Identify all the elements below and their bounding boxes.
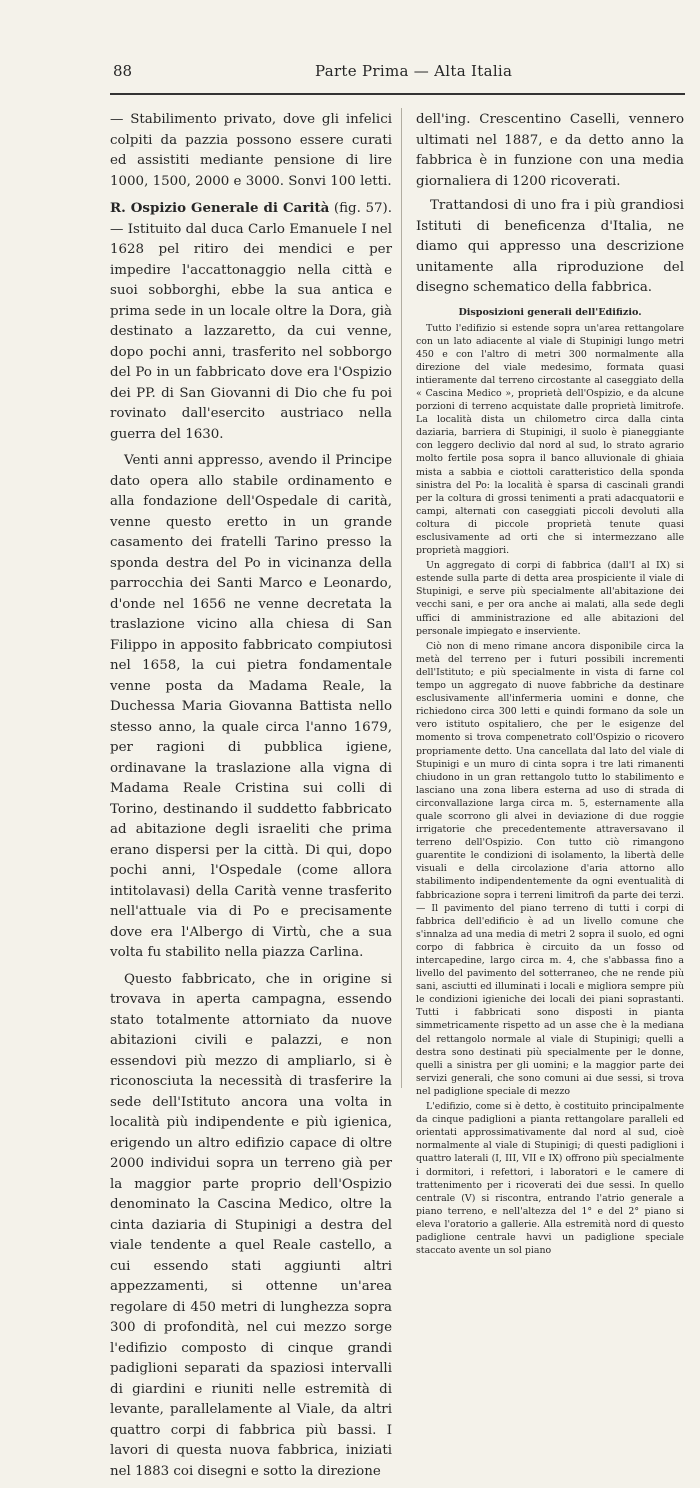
paragraph: — Stabilimento privato, dove gli infelici colpiti da pazzia possono essere curati ed assistiti mediante pensione di lire 1000, 1500, 2000 e 3000. Sonvi 100 letti. xyxy=(110,112,392,189)
paragraph: Venti anni appresso, avendo il Principe dato opera allo stabile ordinamento e alla fondazione dell'Ospedale di carità, venne questo eretto in un grande casamento dei fratelli Tarino presso la sponda destra del Po in vicinanza della parrocchia dei Santi Marco e Leonardo, d'onde nel 1656 ne venne decretata la traslazione vicino alla chiesa di San Filippo in apposito fabbricato compiutosi nel 1658, la cui pietra fondamentale venne posta da Madama Reale, la Duchessa Maria Giovanna Battista nello stesso anno, la quale circa l'anno 1679, per ragioni di pubblica igiene, ordinavane la traslazione alla vigna di Madama Reale Cristina sui colli di Torino, destinando il suddetto fabbricato ad abitazione degli israeliti che prima erano dispersi per la città. Di qui, dopo pochi anni, l'Ospedale (come allora intitolavasi) della Carità venne trasferito nell'attuale via di Po e precisamente dove era l'Albergo di Virtù, che a sua volta fu stabilito nella piazza Carlina. xyxy=(110,453,392,960)
small-paragraph: L'edifizio, come si è detto, è costituito principalmente da cinque padiglioni a pianta rettangolare paralleli ed orientati approssimativamente dal nord al sud, cioè normalmente al viale di Stupinigi; di questi padiglioni i quattro laterali (I, III, VII e IX) offrono più specialmente i dormitori, i refettori, i laboratori e le camere di trattenimento per i ricoverati dei due sessi. In quello centrale (V) si riscontra, entrando l'atrio generale a piano terreno, e nell'altezza del 1° e del 2° piano si eleva l'oratorio a gallerie. Alla estremità nord di questo padiglione centrale havvi un padiglione speciale staccato avente un sol piano xyxy=(416,1101,684,1257)
page-number: 88 xyxy=(113,62,133,80)
small-paragraph: Un aggregato di corpi di fabbrica (dall'I al IX) si estende sulla parte di detta area prospiciente il viale di Stupinigi, e serve più specialmente all'abitazione dei vecchi sani, e per ora anche ai malati, alla sede degli uffici di amministrazione ed alle abitazioni del personale impiegato e inserviente. xyxy=(416,560,684,637)
paragraph: Questo fabbricato, che in origine si trovava in aperta campagna, essendo stato totalmente attorniato da nuove abitazioni civili e palazzi, e non essendovi più mezzo di ampliarlo, si è riconosciuta la necessità di trasferire la sede dell'Istituto ancora una volta in località più indipendente e più igienica, erigendo un altro edifizio capace di oltre 2000 individui sopra un terreno già per la maggior parte proprio dell'Ospizio denominato la Cascina Medico, oltre la cinta daziaria di Stupinigi a destra del viale tendente a quel Reale castello, a cui essendo stati aggiunti altri appezzamenti, si ottenne un'area regolare di 450 metri di lunghezza sopra 300 di profondità, nel cui mezzo sorge l'edifizio composto di cinque grandi padiglioni separati da spaziosi intervalli di giardini e riuniti nelle estremità di levante, parallelamente al Viale, da altri quattro corpi di fabbrica più bassi. I lavori di questa nuova fabbrica, iniziati nel 1883 coi disegni e sotto la direzione xyxy=(110,971,392,1479)
paragraph-ospizio xyxy=(110,198,392,445)
paragraph: dell'ing. Crescentino Caselli, vennero ultimati nel 1887, e da detto anno la fabbrica è in funzione con una media giornaliera di 1200 ricoverati. xyxy=(416,112,684,189)
entry-heading: R. Ospizio Generale di Carità xyxy=(110,200,330,216)
left-column xyxy=(110,110,392,1488)
header-rule xyxy=(110,93,685,95)
right-column xyxy=(416,110,684,1259)
section-subheading: Disposizioni generali dell'Edifizio. xyxy=(458,306,642,318)
running-title: Parte Prima — Alta Italia xyxy=(315,62,513,80)
small-paragraph: Tutto l'edifizio si estende sopra un'area rettangolare con un lato adiacente al viale di Stupinigi lungo metri 450 e con l'altro di metri 300 normalmente alla direzione del viale medesimo, formata quasi intieramente dal terreno circostante al caseggiato della « Cascina Medico », proprietà dell'Ospizio, e da alcune porzioni di terreno acquistate dalle proprietà limitrofe. La località dista un chilometro circa dalla cinta daziaria, barriera di Stupinigi, il suolo è pianeggiante con leggero declivio dal nord al sud, lo strato agrario molto fertile posa sopra il banco alluvionale di ghiaia mista a sabbia e ciottoli caratteristico della sponda sinistra del Po: la località è sparsa di cascinali grandi per la coltura di grossi tenimenti a prati adacquatorii e campi, alternati con caseggiati piccoli devoluti alla coltura di piccole proprietà tenute quasi esclusivamente ad orti che si intermezzano alle proprietà maggiori. xyxy=(416,322,684,557)
column-divider xyxy=(401,108,402,1088)
running-header xyxy=(0,58,700,88)
small-paragraph: Ciò non di meno rimane ancora disponibile circa la metà del terreno per i futuri possibili incrementi dell'Istituto; e più specialmente in vista di farne col tempo un aggregato di nuove fabbriche da destinare esclusivamente all'infermeria uomini e donne, che richiedono circa 300 letti e quindi formano da sole un vero istituto ospitaliero, che per le esigenze del momento si trova compenetrato coll'Ospizio o ricovero propriamente detto. Una cancellata dal lato del viale di Stupinigi e un muro di cinta sopra i tre lati rimanenti chiudono in un gran rettangolo tutto lo stabilimento e lasciano una zona libera esterna ad uso di strada di circonvallazione larga circa m. 5, esternamente alla quale scorrono gli alvei in deviazione di due roggie irrigatorie che precedentemente attraversavano il terreno dell'Ospizio. Con tutto ciò rimangono guarentite le condizioni di isolamento, la libertà delle visuali e della circolazione d'aria attorno allo stabilimento indipendentemente da ogni eventualità di fabbricazione sopra i terreni limitrofi da parte dei terzi. — Il pavimento del piano terreno di tutti i corpi di fabbrica dell'edificio è ad un livello comune che s'innalza ad una media di metri 2 sopra il suolo, ed ogni corpo di fabbrica è circuito da un fosso od intercapedine, largo circa m. 4, che s'abbassa fino a livello del pavimento del sotterraneo, che ne rende più sani, asciutti ed illuminati i locali e migliora sempre più le condizioni igieniche dei locali dei piani soprastanti. Tutti i fabbricati sono disposti in pianta simmetricamente rispetto ad un asse che è la mediana del rettangolo normale al viale di Stupinigi; quelli a destra sono destinati più specialmente per le donne, quelli a sinistra per gli uomini; e la maggior parte dei servizi generali, che sono comuni ai due sessi, si trova nel padiglione speciale di mezzo xyxy=(416,640,684,1097)
entry-body: (fig. 57). — Istituito dal duca Carlo Emanuele I nel 1628 pel ritiro dei mendici e per impedire l'accattonaggio nella città e suoi sobborghi, ebbe la sua antica e prima sede in un locale oltre la Dora, già destinato a lazzaretto, da cui venne, dopo pochi anni, trasferito nel sobborgo del Po in un fabbricato dove era l'Ospizio dei PP. di San Giovanni di Dio che fu poi rovinato dall'esercito austriaco nella guerra del 1630. xyxy=(110,201,392,442)
paragraph: Trattandosi di uno fra i più grandiosi Istituti di beneficenza d'Italia, ne diamo qui appresso una descrizione unitamente alla riproduzione del disegno schematico della fabbrica. xyxy=(416,198,684,295)
